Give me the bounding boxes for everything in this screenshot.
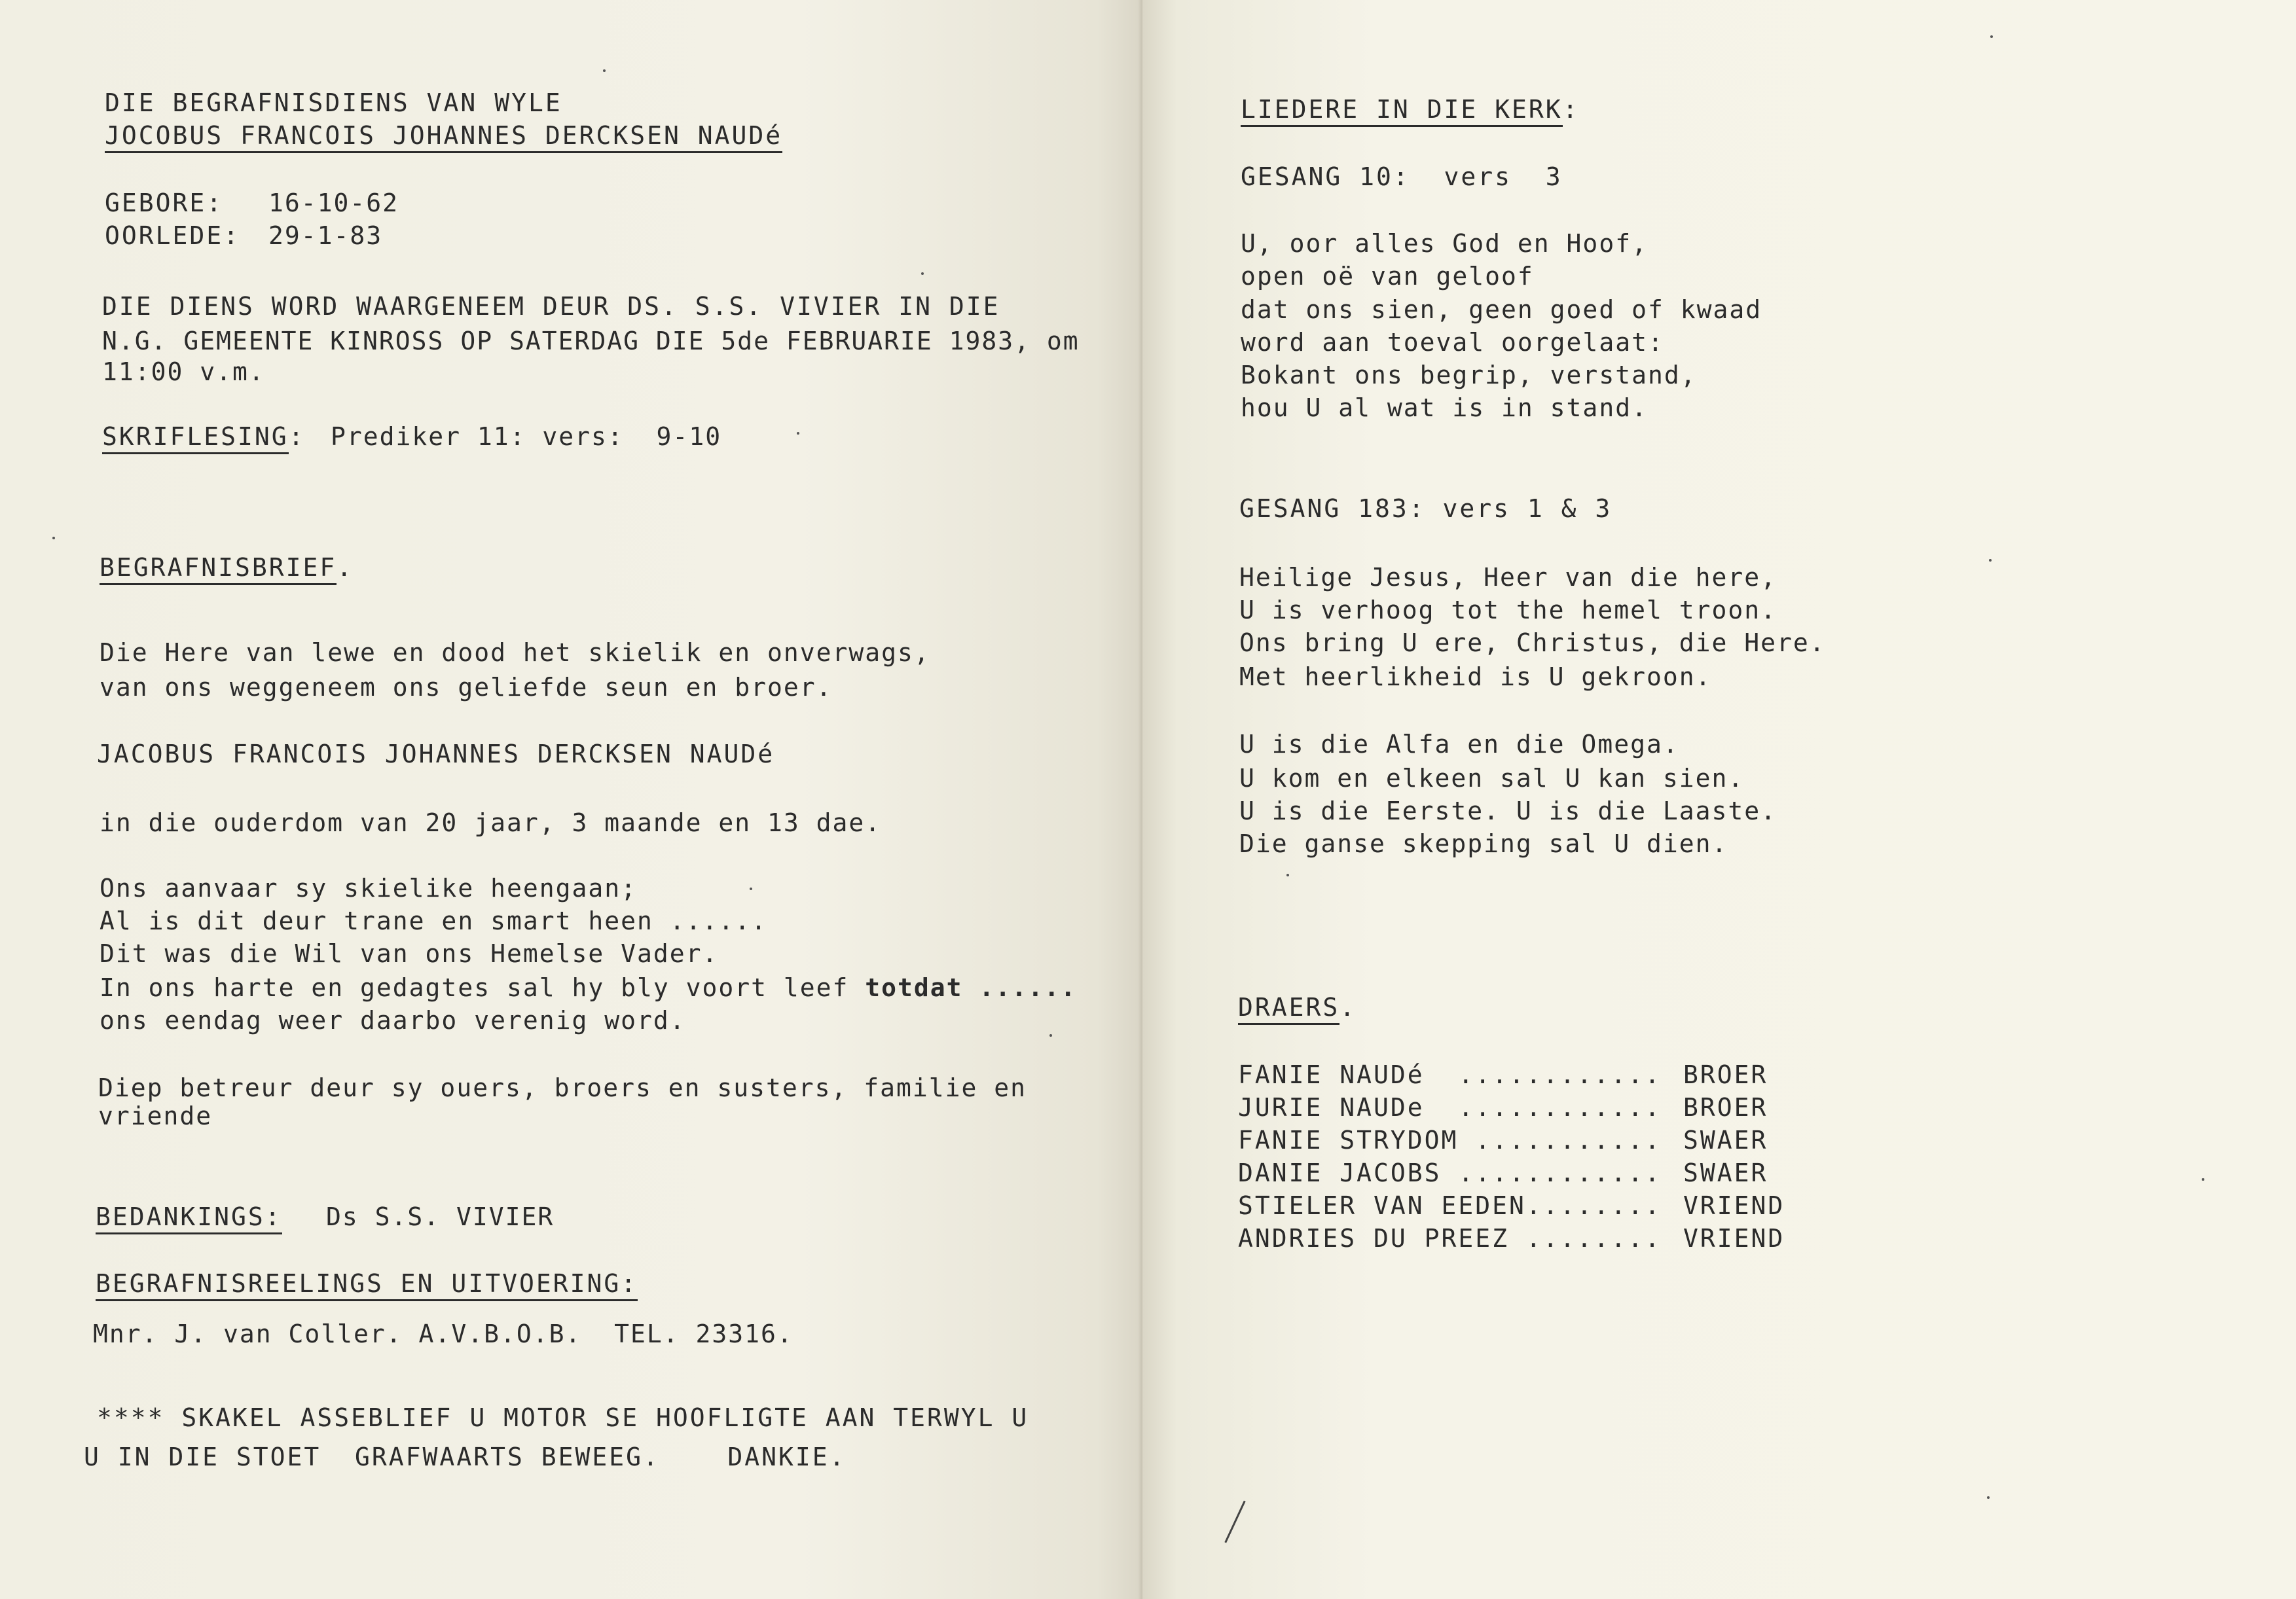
- arrangements-label: [96, 1267, 638, 1300]
- letter-heading-dot: .: [337, 553, 354, 582]
- speck: [797, 432, 799, 435]
- hymn2-title: GESANG 183: vers 1 & 3: [1239, 494, 1613, 523]
- scripture-label: SKRIFLESING: [102, 422, 289, 454]
- bearer-row-relation: VRIEND: [1683, 1191, 1785, 1220]
- scripture-reading: [102, 420, 306, 453]
- bearer-row-name: JURIE NAUDe ............: [1238, 1093, 1662, 1122]
- bearer-row-name: FANIE NAUDé ............: [1238, 1060, 1662, 1089]
- speck: [2202, 1178, 2204, 1181]
- bearer-row-relation: BROER: [1683, 1093, 1768, 1122]
- hymn2-verse1-line-3: Ons bring U ere, Christus, die Here.: [1239, 628, 1826, 657]
- age-line: in die ouderdom van 20 jaar, 3 maande en 13 dae.: [100, 808, 882, 837]
- mourn-line-2: vriende: [98, 1102, 213, 1130]
- speck: [750, 888, 752, 890]
- bearers-heading-dot: .: [1339, 993, 1357, 1022]
- service-line-3: 11:00 v.m.: [102, 357, 265, 386]
- bearers-heading: [1238, 991, 1357, 1024]
- hymn2-verse1-line-2: U is verhoog tot the hemel troon.: [1239, 596, 1777, 624]
- hymn2-verse2-line-4: Die ganse skepping sal U dien.: [1239, 829, 1728, 858]
- speck: [921, 272, 924, 275]
- hymn1-line-4: word aan toeval oorgelaat:: [1241, 328, 1664, 357]
- hymn1-line-3: dat ons sien, geen goed of kwaad: [1241, 295, 1762, 324]
- born-label: GEBORE:: [105, 189, 224, 217]
- poem-line-1: Ons aanvaar sy skielike heengaan;: [100, 874, 637, 903]
- scripture-colon: :: [288, 422, 306, 451]
- speck: [52, 537, 55, 539]
- bearer-row-relation: SWAER: [1683, 1126, 1768, 1155]
- speck: [1990, 35, 1993, 38]
- poem-line-2: Al is dit deur trane en smart heen ......: [100, 907, 767, 935]
- mourn-line-1: Diep betreur deur sy ouers, broers en susters, familie en: [98, 1073, 1027, 1102]
- thanks-label: [96, 1200, 282, 1233]
- hymn2-verse2-line-3: U is die Eerste. U is die Laaste.: [1239, 797, 1777, 825]
- poem-line-4-bold: totdat ......: [865, 973, 1077, 1002]
- service-line-1: DIE DIENS WORD WAARGENEEM DEUR DS. S.S. VIVIER IN DIE: [102, 292, 1000, 321]
- songs-heading-colon: :: [1562, 95, 1580, 124]
- arrangements-value: Mnr. J. van Coller. A.V.B.O.B. TEL. 23316.: [93, 1320, 793, 1348]
- header-line-1: DIE BEGRAFNISDIENS VAN WYLE: [105, 88, 562, 117]
- deceased-name: JACOBUS FRANCOIS JOHANNES DERCKSEN NAUDé: [97, 740, 775, 768]
- bearer-row-name: FANIE STRYDOM ...........: [1238, 1126, 1662, 1155]
- hymn2-verse1-line-4: Met heerlikheid is U gekroon.: [1239, 662, 1712, 691]
- died-label: OORLEDE:: [105, 221, 241, 250]
- speck: [603, 69, 606, 72]
- poem-line-3: Dit was die Wil van ons Hemelse Vader.: [100, 939, 719, 968]
- hymn1-title: GESANG 10: vers 3: [1241, 162, 1563, 191]
- service-line-2: N.G. GEMEENTE KINROSS OP SATERDAG DIE 5de FEBRUARIE 1983, om: [102, 327, 1080, 355]
- hymn2-verse2-line-2: U kom en elkeen sal U kan sien.: [1239, 764, 1745, 793]
- speck: [1987, 1496, 1990, 1499]
- bearer-row-relation: BROER: [1683, 1060, 1768, 1089]
- deceased-name-text: JOCOBUS FRANCOIS JOHANNES DERCKSEN NAUDé: [105, 121, 782, 153]
- songs-heading: [1241, 93, 1580, 126]
- bearers-heading-text: DRAERS: [1238, 993, 1339, 1025]
- hymn1-line-5: Bokant ons begrip, verstand,: [1241, 361, 1697, 389]
- letter-heading-text: BEGRAFNISBRIEF: [100, 553, 337, 585]
- left-page: [0, 0, 1142, 1599]
- speck: [1989, 559, 1992, 562]
- speck: [1049, 1034, 1052, 1037]
- right-page: [1142, 0, 2296, 1599]
- deceased-name-header: [105, 119, 782, 152]
- hymn1-line-2: open oë van geloof: [1241, 262, 1534, 291]
- hymn1-line-1: U, oor alles God en Hoof,: [1241, 229, 1648, 258]
- letter-line-2: van ons weggeneem ons geliefde seun en broer.: [100, 673, 833, 702]
- arrangements-label-text: BEGRAFNISREELINGS EN UITVOERING:: [96, 1269, 638, 1301]
- pen-scratch: [1224, 1501, 1245, 1543]
- notice-line-1: **** SKAKEL ASSEBLIEF U MOTOR SE HOOFLIGTE AAN TERWYL U: [97, 1403, 1029, 1432]
- bearer-row-name: STIELER VAN EEDEN........: [1238, 1191, 1662, 1220]
- poem-line-4-text: In ons harte en gedagtes sal hy bly voort leef: [100, 973, 866, 1002]
- died-value: 29-1-83: [268, 221, 383, 250]
- hymn1-line-6: hou U al wat is in stand.: [1241, 393, 1648, 422]
- scripture-value: Prediker 11: vers: 9-10: [331, 422, 722, 451]
- poem-line-4: [100, 971, 1077, 1004]
- bearer-row-relation: VRIEND: [1683, 1224, 1785, 1253]
- bearer-row-name: DANIE JACOBS ............: [1238, 1159, 1662, 1187]
- poem-line-5: ons eendag weer daarbo verenig word.: [100, 1006, 686, 1035]
- letter-heading: [100, 551, 354, 584]
- speck: [1286, 874, 1289, 876]
- hymn2-verse2-line-1: U is die Alfa en die Omega.: [1239, 730, 1679, 759]
- thanks-label-text: BEDANKINGS:: [96, 1202, 282, 1234]
- bearer-row-name: ANDRIES DU PREEZ ........: [1238, 1224, 1662, 1253]
- songs-heading-text: LIEDERE IN DIE KERK: [1241, 95, 1563, 127]
- bearer-row-relation: SWAER: [1683, 1159, 1768, 1187]
- hymn2-verse1-line-1: Heilige Jesus, Heer van die here,: [1239, 563, 1777, 592]
- born-value: 16-10-62: [268, 189, 399, 217]
- thanks-value: Ds S.S. VIVIER: [326, 1202, 555, 1231]
- letter-line-1: Die Here van lewe en dood het skielik en onverwags,: [100, 638, 930, 667]
- notice-line-2: U IN DIE STOET GRAFWAARTS BEWEEG. DANKIE.: [84, 1443, 847, 1471]
